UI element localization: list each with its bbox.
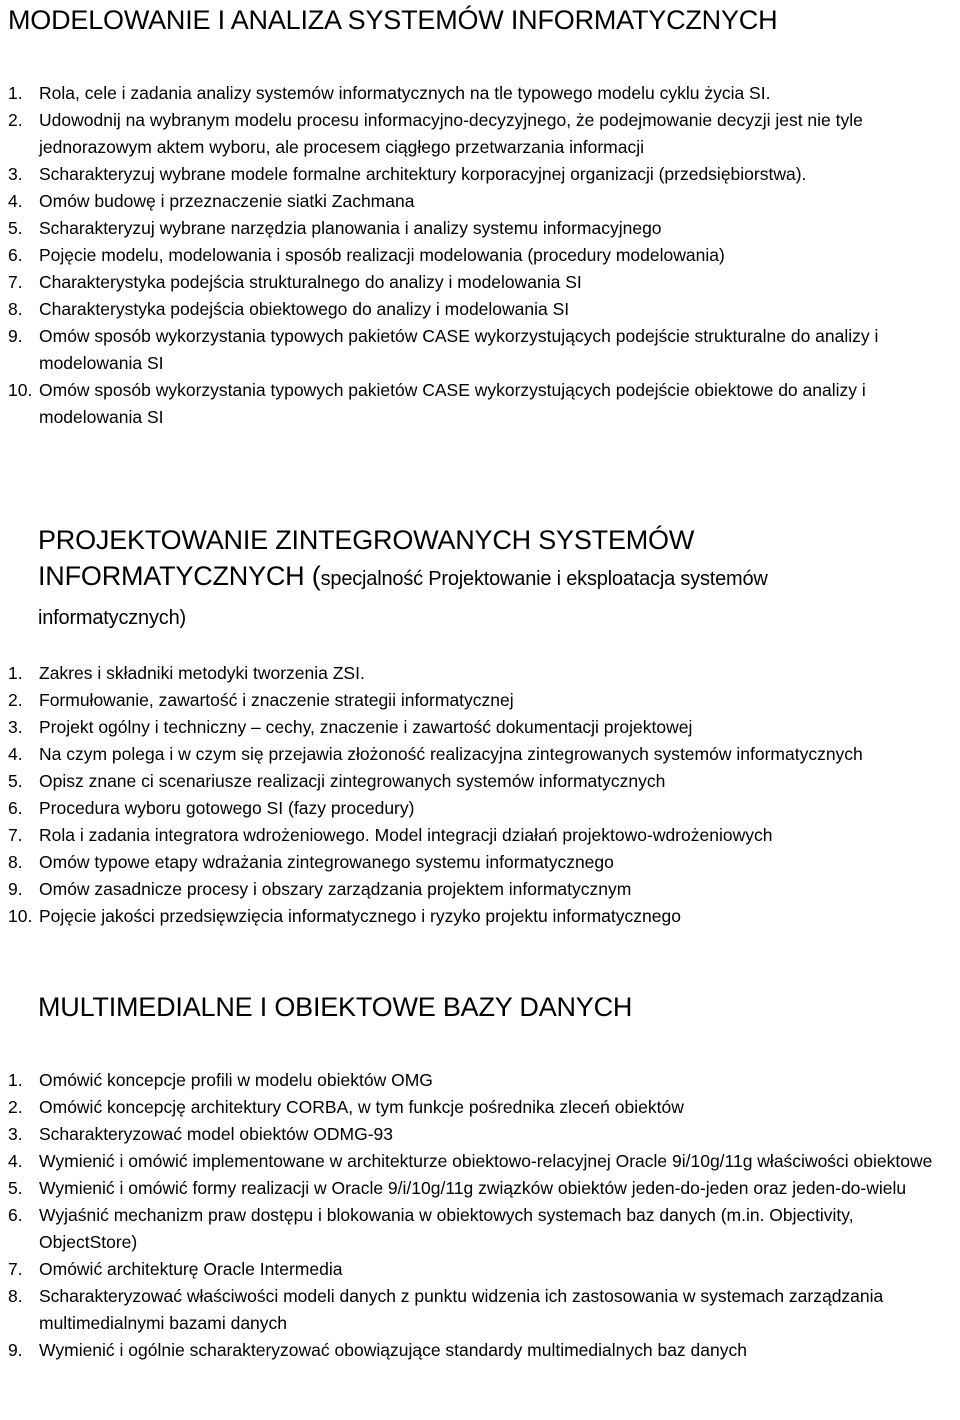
list-item-text: Omówić koncepcje profili w modelu obiektów OMG bbox=[39, 1070, 433, 1090]
list-item bbox=[0, 768, 950, 795]
list-item-text: Rola i zadania integratora wdrożeniowego. Model integracji działań projektowo-wdrożeniowych bbox=[39, 825, 773, 845]
list-item-text: Formułowanie, zawartość i znaczenie strategii informatycznej bbox=[39, 690, 514, 710]
list-item-text: Omów zasadnicze procesy i obszary zarządzania projektem informatycznym bbox=[39, 879, 632, 899]
list-item-text: Opisz znane ci scenariusze realizacji zintegrowanych systemów informatycznych bbox=[39, 771, 666, 791]
list-item bbox=[0, 1202, 950, 1256]
list-item bbox=[0, 714, 950, 741]
list-item-number: 6. bbox=[8, 245, 23, 265]
list-item-text: Omów sposób wykorzystania typowych pakietów CASE wykorzystujących podejście strukturalne do analizy i modelowania SI bbox=[39, 326, 879, 373]
list-item-text: Omów typowe etapy wdrażania zintegrowanego systemu informatycznego bbox=[39, 852, 614, 872]
section-title-bazy-danych: MULTIMEDIALNE I OBIEKTOWE BAZY DANYCH bbox=[38, 992, 633, 1022]
section-title-line2: INFORMATYCZNYCH ( bbox=[38, 561, 321, 591]
list-item bbox=[0, 242, 950, 269]
section-title-modelowanie: MODELOWANIE I ANALIZA SYSTEMÓW INFORMATYCZNYCH bbox=[8, 5, 778, 35]
list-item-text: Procedura wyboru gotowego SI (fazy procedury) bbox=[39, 798, 415, 818]
list-item-number: 2. bbox=[8, 110, 23, 130]
list-item bbox=[0, 1121, 950, 1148]
list-item-number: 10. bbox=[8, 906, 33, 926]
question-list-projektowanie bbox=[0, 660, 950, 930]
list-item bbox=[0, 161, 950, 188]
list-item-number: 1. bbox=[8, 83, 23, 103]
list-item bbox=[0, 822, 950, 849]
list-item bbox=[0, 107, 950, 161]
list-item-text: Rola, cele i zadania analizy systemów informatycznych na tle typowego modelu cyklu życia SI. bbox=[39, 83, 771, 103]
list-item-text: Pojęcie jakości przedsięwzięcia informatycznego i ryzyko projektu informatycznego bbox=[39, 906, 681, 926]
list-item bbox=[0, 849, 950, 876]
list-item-number: 5. bbox=[8, 218, 23, 238]
list-item bbox=[0, 188, 950, 215]
list-item-number: 5. bbox=[8, 1178, 23, 1198]
list-item bbox=[0, 795, 950, 822]
list-item-number: 5. bbox=[8, 771, 23, 791]
list-item-number: 6. bbox=[8, 798, 23, 818]
list-item bbox=[0, 1256, 950, 1283]
list-item-text: Omów sposób wykorzystania typowych pakietów CASE wykorzystujących podejście obiektowe do analizy i modelowania SI bbox=[39, 380, 866, 427]
list-item-number: 2. bbox=[8, 690, 23, 710]
list-item bbox=[0, 296, 950, 323]
list-item bbox=[0, 269, 950, 296]
list-item-text: Udowodnij na wybranym modelu procesu informacyjno-decyzyjnego, że podejmowanie decyzji jest nie tyle jednorazowym aktem wyboru, ale procesem ciągłego przetwarzania informacji bbox=[39, 110, 863, 157]
list-item-number: 9. bbox=[8, 879, 23, 899]
list-item-text: Pojęcie modelu, modelowania i sposób realizacji modelowania (procedury modelowania) bbox=[39, 245, 725, 265]
list-item-number: 4. bbox=[8, 1151, 23, 1171]
list-item-number: 1. bbox=[8, 1070, 23, 1090]
list-item-text: Scharakteryzować model obiektów ODMG-93 bbox=[39, 1124, 394, 1144]
section-title-projektowanie bbox=[38, 522, 768, 636]
list-item-text: Scharakteryzuj wybrane modele formalne architektury korporacyjnej organizacji (przedsiębiorstwa). bbox=[39, 164, 807, 184]
list-item-number: 7. bbox=[8, 272, 23, 292]
list-item-text: Omówić architekturę Oracle Intermedia bbox=[39, 1259, 343, 1279]
list-item-number: 8. bbox=[8, 299, 23, 319]
list-item-number: 3. bbox=[8, 164, 23, 184]
list-item-number: 8. bbox=[8, 1286, 23, 1306]
list-item-number: 3. bbox=[8, 717, 23, 737]
list-item-number: 4. bbox=[8, 191, 23, 211]
list-item-text: Wyjaśnić mechanizm praw dostępu i blokowania w obiektowych systemach baz danych (m.in. Objectivity, ObjectStore) bbox=[39, 1205, 854, 1252]
section-title-line1: PROJEKTOWANIE ZINTEGROWANYCH SYSTEMÓW bbox=[38, 525, 695, 555]
list-item-number: 9. bbox=[8, 1340, 23, 1360]
list-item bbox=[0, 876, 950, 903]
list-item bbox=[0, 1337, 950, 1364]
list-item-text: Charakterystyka podejścia strukturalnego do analizy i modelowania SI bbox=[39, 272, 582, 292]
list-item bbox=[0, 215, 950, 242]
list-item-number: 10. bbox=[8, 380, 33, 400]
question-list-modelowanie bbox=[0, 80, 950, 431]
list-item bbox=[0, 1175, 950, 1202]
section-title-line3: informatycznych) bbox=[38, 607, 186, 629]
list-item-number: 7. bbox=[8, 1259, 23, 1279]
question-list-bazy-danych bbox=[0, 1067, 950, 1364]
list-item-number: 2. bbox=[8, 1097, 23, 1117]
list-item bbox=[0, 660, 950, 687]
list-item bbox=[0, 1067, 950, 1094]
list-item bbox=[0, 80, 950, 107]
list-item-text: Omówić koncepcję architektury CORBA, w tym funkcje pośrednika zleceń obiektów bbox=[39, 1097, 684, 1117]
list-item-text: Na czym polega i w czym się przejawia złożoność realizacyjna zintegrowanych systemów informatycznych bbox=[39, 744, 863, 764]
list-item bbox=[0, 323, 950, 377]
list-item-number: 7. bbox=[8, 825, 23, 845]
list-item-text: Wymienić i omówić formy realizacji w Oracle 9/i/10g/11g związków obiektów jeden-do-jeden oraz jeden-do-wielu bbox=[39, 1178, 907, 1198]
list-item bbox=[0, 1148, 950, 1175]
list-item-text: Zakres i składniki metodyki tworzenia ZSI. bbox=[39, 663, 365, 683]
list-item-number: 8. bbox=[8, 852, 23, 872]
list-item-text: Scharakteryzuj wybrane narzędzia planowania i analizy systemu informacyjnego bbox=[39, 218, 662, 238]
list-item bbox=[0, 1094, 950, 1121]
list-item-text: Wymienić i ogólnie scharakteryzować obowiązujące standardy multimedialnych baz danych bbox=[39, 1340, 747, 1360]
list-item-text: Charakterystyka podejścia obiektowego do analizy i modelowania SI bbox=[39, 299, 570, 319]
list-item bbox=[0, 903, 950, 930]
list-item-number: 1. bbox=[8, 663, 23, 683]
list-item bbox=[0, 741, 950, 768]
list-item-text: Projekt ogólny i techniczny – cechy, znaczenie i zawartość dokumentacji projektowej bbox=[39, 717, 693, 737]
list-item-number: 3. bbox=[8, 1124, 23, 1144]
list-item-number: 9. bbox=[8, 326, 23, 346]
list-item-number: 6. bbox=[8, 1205, 23, 1225]
list-item-text: Scharakteryzować właściwości modeli danych z punktu widzenia ich zastosowania w systemach zarządzania multimedialnymi bazami danych bbox=[39, 1286, 884, 1333]
list-item bbox=[0, 687, 950, 714]
list-item-text: Omów budowę i przeznaczenie siatki Zachmana bbox=[39, 191, 415, 211]
list-item-number: 4. bbox=[8, 744, 23, 764]
list-item bbox=[0, 377, 950, 431]
list-item-text: Wymienić i omówić implementowane w architekturze obiektowo-relacyjnej Oracle 9i/10g/11g właściwości obiektowe bbox=[39, 1151, 933, 1171]
list-item bbox=[0, 1283, 950, 1337]
section-title-note: specjalność Projektowanie i eksploatacja systemów bbox=[320, 568, 768, 590]
